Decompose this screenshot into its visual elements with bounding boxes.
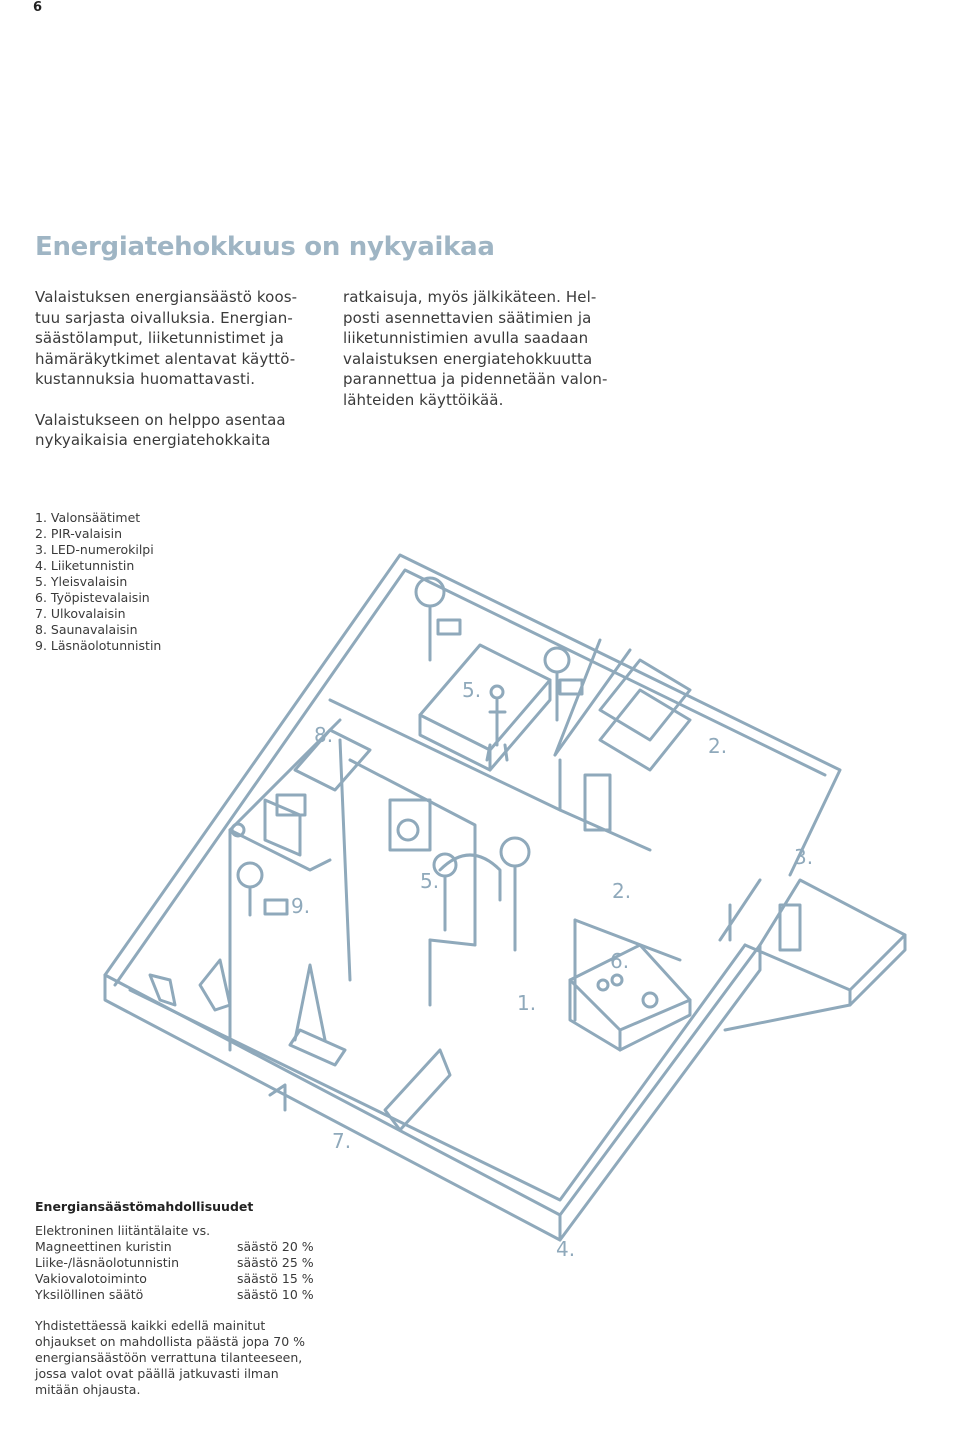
kitchen-counter	[570, 980, 620, 1050]
lamp-globe	[238, 863, 262, 887]
callout-6: 6.	[610, 949, 630, 973]
savings-row	[35, 1255, 314, 1271]
legend-item: 2. PIR-valaisin	[35, 526, 123, 541]
savings-row	[35, 1287, 314, 1303]
switch-plate	[265, 900, 287, 914]
fireplace-base	[290, 1030, 345, 1065]
legend-item: 4. Liiketunnistin	[35, 558, 135, 573]
savings-value: säästö 20 %	[237, 1239, 314, 1254]
paragraph: Valaistuksen energiansäästö koos- tuu sarjasta oivalluksia. Energian- säästölamput, liiketunnistimet ja hämäräkytkimet alentavat käyttö- kustannuksia huomattavasti.	[35, 288, 298, 388]
savings-table	[35, 1223, 314, 1303]
savings-label: Vakiovalotoiminto	[35, 1271, 147, 1286]
balcony	[725, 1005, 850, 1030]
interior-wall	[720, 880, 760, 940]
legend-item: 1. Valonsäätimet	[35, 510, 141, 525]
door	[780, 905, 800, 950]
savings-label: Yksilöllinen säätö	[35, 1287, 144, 1302]
savings-label: Magneettinen kuristin	[35, 1239, 172, 1254]
savings-row	[35, 1239, 314, 1255]
legend-item: 6. Työpistevalaisin	[35, 590, 150, 605]
callout-7: 7.	[332, 1129, 352, 1153]
shower	[440, 855, 500, 900]
stove-burner	[598, 980, 608, 990]
legend-item: 5. Yleisvalaisin	[35, 574, 128, 589]
outer-wall	[115, 570, 825, 985]
savings-value: säästö 25 %	[237, 1255, 314, 1270]
callout-2-mid: 2.	[612, 879, 632, 903]
savings-value: säästö 10 %	[237, 1287, 314, 1302]
interior-wall	[430, 940, 475, 945]
front-wall	[560, 945, 760, 1240]
outer-wall	[130, 945, 745, 1200]
callout-9: 9.	[291, 894, 311, 918]
person-head	[491, 686, 503, 698]
page-number: 6	[33, 0, 43, 15]
legend-item: 7. Ulkovalaisin	[35, 606, 126, 621]
savings-intro: Elektroninen liitäntälaite vs.	[35, 1223, 211, 1238]
sink	[643, 993, 657, 1007]
bed	[420, 715, 490, 770]
switch-plate	[438, 620, 460, 634]
washing-machine	[390, 800, 430, 850]
callout-2-top: 2.	[708, 734, 728, 758]
legend-item: 8. Saunavalaisin	[35, 622, 138, 637]
chair	[200, 960, 230, 1010]
interior-wall	[555, 640, 600, 755]
outer-wall	[105, 945, 760, 1215]
callout-3: 3.	[794, 845, 814, 869]
callout-5-bedroom: 5.	[462, 678, 482, 702]
paragraph: ratkaisuja, myös jälkikäteen. Hel- posti asennettavien säätimien ja liiketunnistimien avulla saadaan valaistuksen energiatehokkuutta parannettua ja pidennetään valon- lähteiden käyttöikää.	[343, 288, 608, 409]
lamp-globe	[501, 838, 529, 866]
page-title: Energiatehokkuus on nykyaikaa	[35, 232, 495, 262]
person	[487, 700, 507, 760]
paragraph: Valaistukseen on helppo asentaa nykyaikaisia energiatehokkaita	[35, 410, 286, 449]
savings-heading: Energiansäästömahdollisuudet	[35, 1199, 254, 1214]
callout-4: 4.	[556, 1237, 576, 1261]
callout-1: 1.	[517, 991, 537, 1015]
callout-8: 8.	[314, 723, 334, 747]
lamp-globe	[545, 648, 569, 672]
interior-wall	[350, 760, 475, 945]
balcony	[850, 935, 905, 1005]
stove-burner	[612, 975, 622, 985]
sauna-stove	[265, 800, 300, 855]
callout-5-bath: 5.	[420, 869, 440, 893]
savings-label: Liike-/läsnäolotunnistin	[35, 1255, 180, 1270]
savings-row	[35, 1271, 314, 1287]
summary-note: Yhdistettäessä kaikki edellä mainitut ohjaukset on mahdollista päästä jopa 70 % energiansäästöön verrattuna tilanteeseen, jossa valot ovat päällä jatkuvasti ilman mitään ohjausta.	[35, 1318, 306, 1397]
legend-item: 3. LED-numerokilpi	[35, 542, 154, 557]
savings-value: säästö 15 %	[237, 1271, 314, 1286]
legend-item: 9. Läsnäolotunnistin	[35, 638, 162, 653]
bed	[420, 645, 550, 750]
bed	[490, 680, 550, 770]
washer-door	[398, 820, 418, 840]
